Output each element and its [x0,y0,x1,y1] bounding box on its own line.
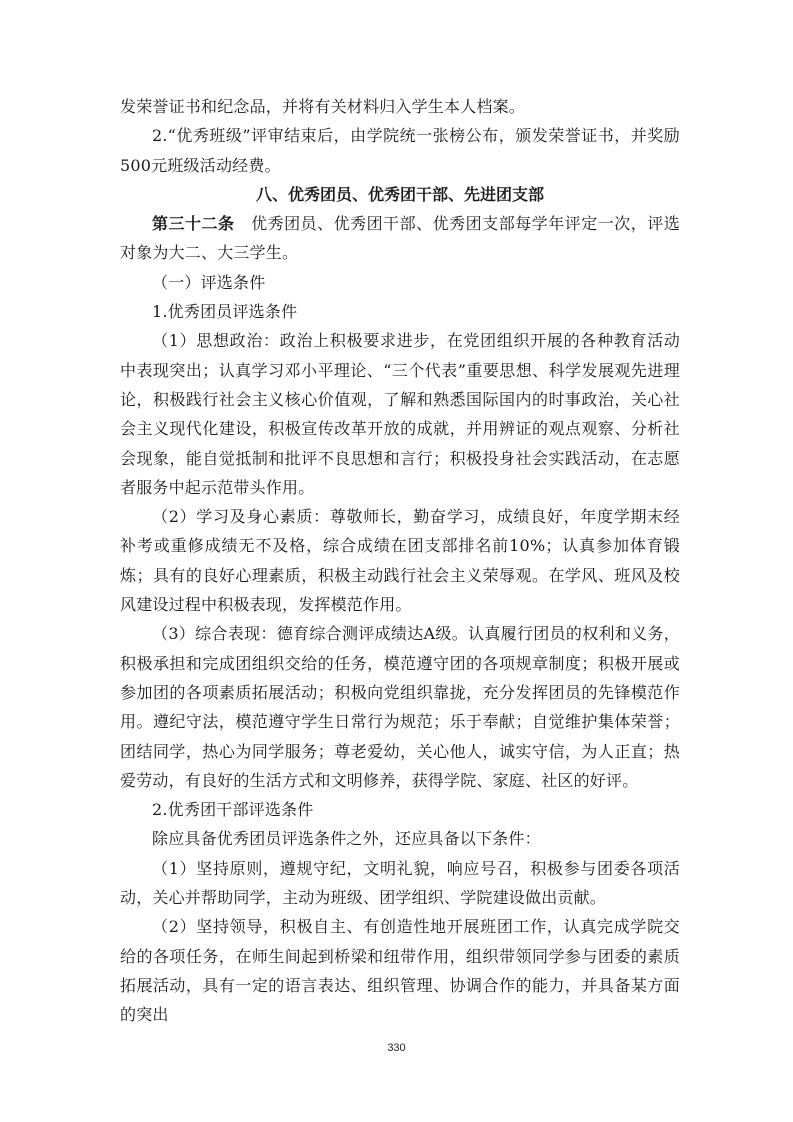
paragraph-overall: （3）综合表现：德育综合测评成绩达A级。认真履行团员的权利和义务，积极承担和完成团组织交给的任务，模范遵守团的各项规章制度；积极开展或参加团的各项素质拓展活动；积极向党组织靠拢，充分发挥团员的先锋模范作用。遵纪守法，模范遵守学生日常行为规范；乐于奉献；自觉维护集体荣誉；团结同学，热心为同学服务；尊老爱幼，关心他人，诚实守信，为人正直；热爱劳动，有良好的生活方式和文明修养，获得学院、家庭、社区的好评。 [120,624,680,790]
subsection-criteria: （一）评选条件 [152,272,266,292]
article-32 [120,209,680,268]
paragraph-study: （2）学习及身心素质：尊敬师长，勤奋学习，成绩良好，年度学期末经补考或重修成绩无不及格，综合成绩在团支部排名前10%；认真参加体育锻炼；具有的良好心理素质，积极主动践行社会主义荣辱观。在学风、班风及校风建设过程中积极表现，发挥模范作用。 [120,507,680,615]
paragraph-cadre-intro: 除应具备优秀团员评选条件之外，还应具备以下条件： [152,829,541,849]
subsection-cadre-criteria: 2.优秀团干部评选条件 [152,800,314,820]
page-number: 330 [387,1042,406,1054]
article-gap [235,214,252,233]
paragraph-cadre-1: （1）坚持原则，遵规守纪，文明礼貌，响应号召，积极参与团委各项活动，关心并帮助同学，主动为班级、团学组织、学院建设做出贡献。 [120,858,680,908]
paragraph-excellent-class-award: 2.“优秀班级”评审结束后，由学院统一张榜公布，颁发荣誉证书，并奖励500元班级活动经费。 [120,126,680,175]
article-text: 优秀团员、优秀团干部、优秀团支部每学年评定一次，评选对象为大二、大三学生。 [120,214,680,263]
paragraph-cadre-2: （2）坚持领导，积极自主、有创造性地开展班团工作，认真完成学院交给的各项任务，在师生间起到桥梁和纽带作用，组织带领同学参与团委的素质拓展活动，具有一定的语言表达、组织管理、协调合作的能力，并具备某方面的突出 [120,917,680,1025]
article-label: 第三十二条 [152,214,235,234]
paragraph-ideology: （1）思想政治：政治上积极要求进步，在党团组织开展的各种教育活动中表现突出；认真学习邓小平理论、“三个代表”重要思想、科学发展观先进理论，积极践行社会主义核心价值观，了解和熟悉国际国内的时事政治，关心社会主义现代化建设，积极宣传改革开放的成就，并用辨证的观点观察、分析社会现象，能自觉抵制和批评不良思想和言行；积极投身社会实践活动，在志愿者服务中起示范带头作用。 [120,331,680,497]
paragraph-continuation: 发荣誉证书和纪念品，并将有关材料归入学生本人档案。 [120,97,526,116]
section-heading: 八、优秀团员、优秀团干部、先进团支部 [255,184,544,204]
subsection-member-criteria: 1.优秀团员评选条件 [152,302,298,322]
document-body [120,92,680,1030]
